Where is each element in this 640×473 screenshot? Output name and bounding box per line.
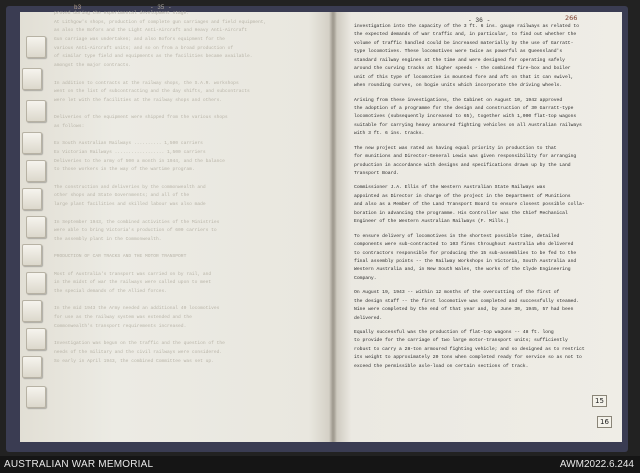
text-line: locomotives (subsequently increased to 65), together with 1,000 flat-top wagons <box>354 114 577 120</box>
text-line: Company. <box>354 275 377 281</box>
faded-text-line: for use as the railway system was extended and the <box>54 315 192 321</box>
text-line: components were sub-contracted to 103 firms throughout Australia who delivered <box>354 242 574 248</box>
text-line: On August 19, 1943 -- within 12 months of the overcutting of the first of <box>354 290 560 296</box>
faded-text-line: proved during the experimental development stage. <box>54 11 190 16</box>
text-line: boration in advancing the programme. His Controller was the Chief Mechanical <box>354 210 568 216</box>
text-line: Transport Board. <box>354 171 400 176</box>
index-tab <box>26 328 46 350</box>
caption-bar <box>0 456 640 473</box>
faded-text-line: in the midst of war the railways were called upon to meet <box>54 280 212 286</box>
faded-text-line: Investigation was begun on the traffic and the question of the <box>54 341 225 347</box>
faded-text-line <box>54 132 304 141</box>
faded-text-line: needs of the military and the civil railways were considered. <box>54 349 223 355</box>
faded-text-line: the assembly plant in the Commonwealth. <box>54 236 162 242</box>
index-tab <box>26 272 46 294</box>
text-line: the adoption of a programme for the design and construction of 30 Garratt-type <box>354 105 574 111</box>
text-line: type locomotives. These locomotives were twice as powerful as Queensland's <box>354 49 563 55</box>
text-line: delivered. <box>354 315 383 321</box>
faded-text-line: Deliveries of the equipment were shipped from the various shops <box>54 115 228 121</box>
book-gutter <box>329 12 337 442</box>
index-tab <box>26 36 46 58</box>
faded-text-line: Ex Victorian Railways .................. 1,500 carriers <box>54 150 206 155</box>
faded-text-line: In September 1943, the combined activities of the Ministries <box>54 219 220 225</box>
right-corner-mark: 266 <box>565 14 578 22</box>
text-line: to contractors responsible for producing the 15 sub-assemblies to be fed to the <box>354 250 577 256</box>
faded-text-line: were able to bring Victoria's production of 600 carriers to <box>54 228 217 234</box>
text-line: when rounding curves, on bogie units which incorporate the driving wheels. <box>354 83 563 89</box>
text-line: final assembly points -- the Railway Workshops in Victoria, South Australia and <box>354 258 577 264</box>
text-line: the expected demands of war traffic and, in particular, to find out whether the <box>354 32 577 38</box>
text-line: appointed as Director in charge of the project in the Department of Munitions <box>354 193 571 199</box>
faded-text-line: At Lithgow's shops, production of complete gun carriages and field equipment, <box>54 19 267 25</box>
index-tab <box>22 244 42 266</box>
faded-text-line <box>54 262 304 271</box>
accession-number: AWM2022.6.244 <box>559 459 634 470</box>
text-line: exceed the permissible axle-load on certain sections of track. <box>354 363 529 369</box>
text-line: standard railway engines at the time and were designed for operating safely <box>354 57 565 63</box>
faded-text-line <box>54 175 304 184</box>
faded-text-line: In addition to contracts at the railway shops, the S.A.R. workshops <box>54 80 239 86</box>
faded-text-line: In the mid 1943 the Army needed an additional 40 locomotives <box>54 306 220 312</box>
faded-text-line: Commonwealth's transport requirements increased. <box>54 323 187 329</box>
index-tab <box>22 132 42 154</box>
text-line: its weight to approximately 20 tons when completed ready for service so as not to <box>354 355 582 361</box>
text-line: production in accordance with designs and specifications drawn up by the Land <box>354 162 571 168</box>
text-line: to provide for the carriage of two large motor-transport units; sufficiently <box>354 338 568 344</box>
index-tab <box>26 216 46 238</box>
text-line: Western Australia and, in New South Wales, the works of the Clyde Engineering <box>354 267 571 273</box>
faded-text-line: of similar type field and equipments as the facilities became available. <box>54 54 253 60</box>
faded-text-line <box>54 245 304 254</box>
index-tab <box>26 160 46 182</box>
text-line: Arising from these investigations, the Cabinet on August 10, 1942 approved <box>354 97 563 103</box>
faded-text-line <box>54 71 304 80</box>
faded-text-line: Ex South Australian Railways .......... 1,500 carriers <box>54 141 203 147</box>
text-line: volume of traffic handled could be increased materially by the use of Garratt- <box>354 40 574 46</box>
text-line: and also as a Member of the Land Transport Board to ensure closest possible colla- <box>354 202 585 208</box>
left-page-number: - 35 - <box>150 4 172 11</box>
text-line: unit of this type of locomotive is mounted fore and aft on that it can swivel, <box>354 74 574 80</box>
faded-text-line: were let with the facilities at the railway shops and others. <box>54 97 223 103</box>
left-corner-mark: b3 <box>74 4 82 11</box>
faded-text-line <box>54 210 304 219</box>
text-line: Engineer of the Western Australian Railways (F. Mills.) <box>354 219 509 225</box>
right-page-text <box>354 23 616 371</box>
text-line: To ensure delivery of locomotives in the shortest possible time, detailed <box>354 233 560 239</box>
left-page-text <box>54 10 304 366</box>
index-tab <box>26 100 46 122</box>
text-line: The new project was rated as having equal priority in production to that <box>354 145 557 151</box>
right-page-number: - 36 - <box>468 17 491 24</box>
faded-text-line: as follows: <box>54 123 85 129</box>
faded-text-line: PRODUCTION OF CAR TRACKS AND THE MOTOR TRANSPORT <box>54 254 187 260</box>
text-line: investigation into the capacity of the 3 ft. 6 ins. gauge railways as related to <box>354 24 580 29</box>
faded-text-line: Most of Australia's transport was carried on by rail, and <box>54 271 212 277</box>
text-line: around the curving tracks at higher speeds - the combined fire-box and boiler <box>354 66 571 72</box>
faded-text-line: Deliveries to the army of 500 a month in 1944, and the balance <box>54 158 225 164</box>
index-tab <box>22 356 42 378</box>
index-tab <box>22 68 42 90</box>
text-line: Equally successful was the production of flat-top wagons -- 48 ft. long <box>354 330 554 335</box>
faded-text-line: The construction and deliveries by the commonwealth and <box>54 184 206 190</box>
institution-name: AUSTRALIAN WAR MEMORIAL <box>4 459 154 470</box>
faded-text-line: amongst the major contracts. <box>54 63 132 69</box>
text-line: Nine were completed by the end of that year and, by June 30, 1945, 57 had been <box>354 307 574 313</box>
faded-text-line: So early in April 1943, the combined Committee was set up. <box>54 358 214 364</box>
faded-text-line: went on the list of subcontracting and the day shifts, and subcontracts <box>54 89 250 95</box>
faded-text-line: other shops and State Governments; and all of the <box>54 193 190 199</box>
faded-text-line: the special demands of the Allied forces. <box>54 289 168 294</box>
faded-text-line <box>54 106 304 115</box>
text-line: robust to carry a 28-ton armoured fighting vehicle; and so designed as to restrict <box>354 346 585 352</box>
faded-text-line: large plant facilities and skilled labour was also made <box>54 202 206 208</box>
text-line: with 3 ft. 6 ins. tracks. <box>354 131 425 137</box>
faded-text-line <box>54 331 304 340</box>
index-tab <box>22 300 42 322</box>
faded-text-line: as also the Bofors and the Light Anti-Aircraft and Heavy Anti-Aircraft <box>54 28 247 34</box>
text-line: the design staff -- the first locomotive was completed and successfully steamed. <box>354 298 580 304</box>
text-line: for munitions and Director-General Lewis was given responsibility for arranging <box>354 154 577 160</box>
faded-text-line <box>54 297 304 306</box>
text-line: Commissioner J.A. Ellis of the Western Australian State Railways was <box>354 185 546 191</box>
index-tabs <box>22 36 52 416</box>
index-tab <box>26 386 46 408</box>
faded-text-line: Gun carriage was undertaken; and also Bofors equipment for the <box>54 37 225 43</box>
faded-text-line: various Anti-Aircraft units; and so on from a broad production of <box>54 45 234 51</box>
pencil-mark-16: 16 <box>597 416 612 428</box>
text-line: suitable for carrying heavy armoured fighting vehicles on all Australian railways <box>354 122 582 128</box>
pencil-mark-15: 15 <box>592 395 607 407</box>
faded-text-line: to those workers in the way of the wartime program. <box>54 167 195 173</box>
index-tab <box>22 188 42 210</box>
